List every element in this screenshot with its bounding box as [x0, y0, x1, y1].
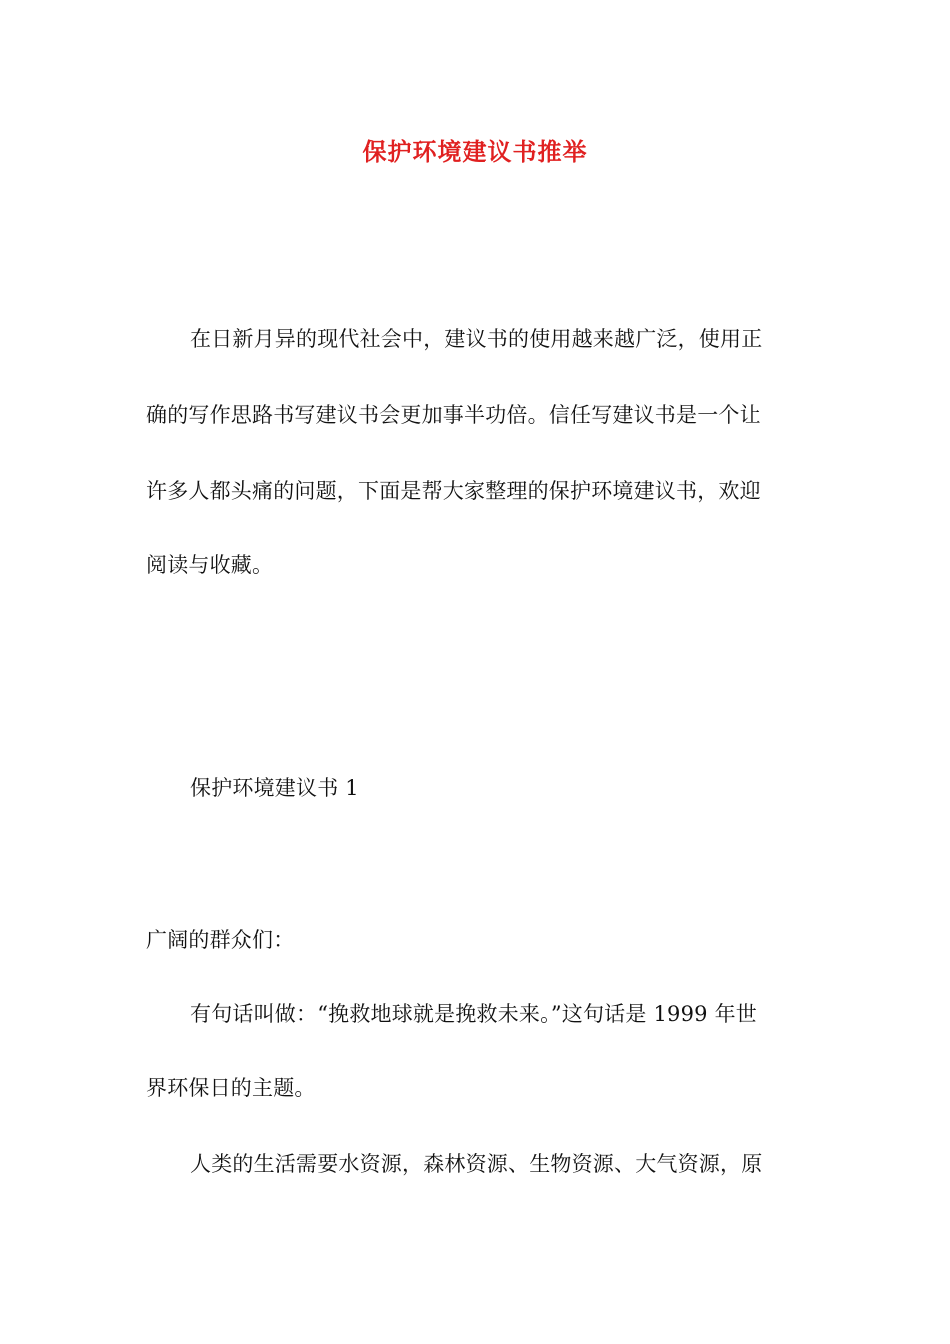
intro-line-1: 在日新月异的现代社会中，建议书的使用越来越广泛，使用正 [190, 327, 763, 351]
body-line-2: 界环保日的主题。 [146, 1076, 316, 1100]
body-line-1: 有句话叫做：“挽救地球就是挽救未来。”这句话是 1999 年世 [190, 1002, 757, 1026]
document-title: 保护环境建议书推举 [362, 137, 588, 166]
section-heading: 保护环境建议书 1 [190, 776, 359, 800]
body-line-3: 人类的生活需要水资源，森林资源、生物资源、大气资源，原 [190, 1152, 763, 1176]
intro-line-2: 确的写作思路书写建议书会更加事半功倍。信任写建议书是一个让 [146, 403, 761, 427]
intro-line-4: 阅读与收藏。 [146, 553, 274, 577]
salutation: 广阔的群众们： [146, 928, 295, 952]
intro-line-3: 许多人都头痛的问题，下面是帮大家整理的保护环境建议书，欢迎 [146, 479, 761, 503]
